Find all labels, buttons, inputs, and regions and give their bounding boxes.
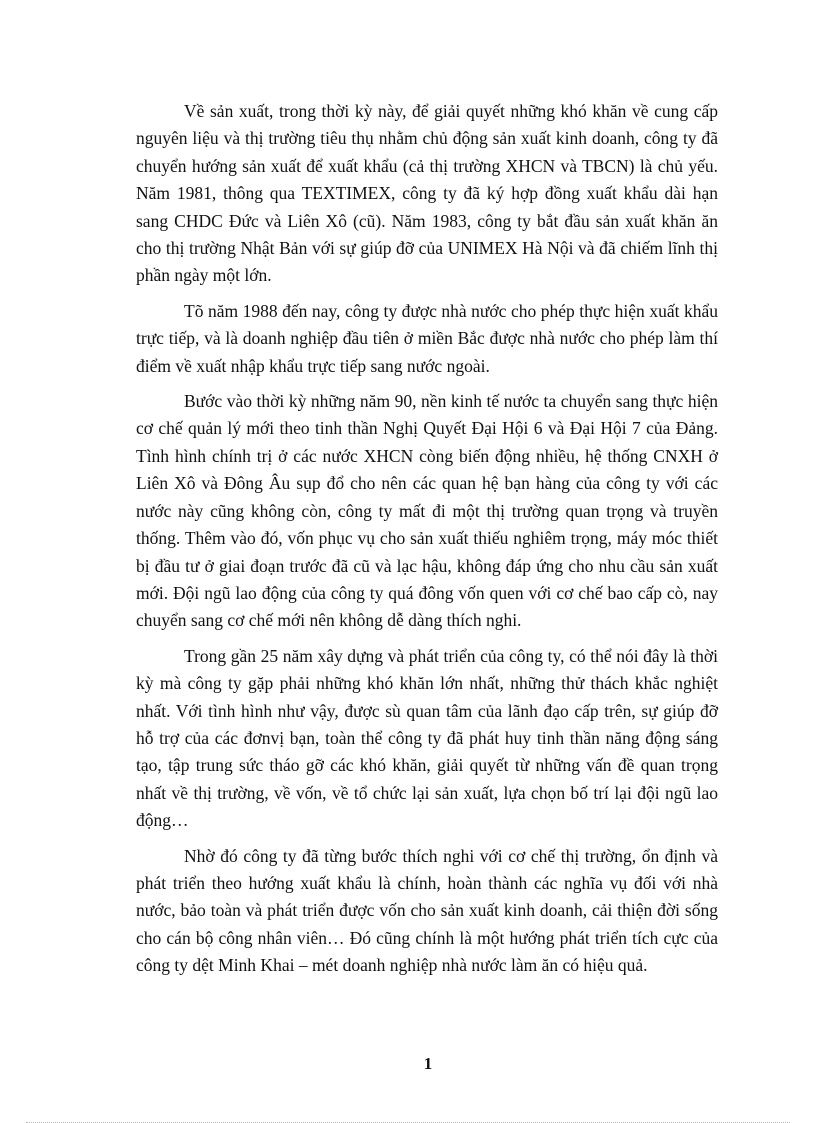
paragraph: Về sản xuất, trong thời kỳ này, để giải quyết những khó khăn về cung cấp nguyên liệu và thị trường tiêu thụ nhằm chủ động sản xuất kinh doanh, công ty đã chuyển hướng sản xuất để xuất khẩu (cả thị trường XHCN và TBCN) là chủ yếu. Năm 1981, thông qua TEXTIMEX, công ty đã ký hợp đồng xuất khẩu dài hạn sang CHDC Đức và Liên Xô (cũ). Năm 1983, công ty bắt đầu sản xuất khăn ăn cho thị trường Nhật Bản với sự giúp đỡ của UNIMEX Hà Nội và đã chiếm lĩnh thị phần ngày một lớn. [136,101,718,286]
paragraph: Trong gần 25 năm xây dựng và phát triển của công ty, có thể nói đây là thời kỳ mà công ty gặp phải những khó khăn lớn nhất, những thử thách khắc nghiệt nhất. Với tình hình như vậy, được sù quan tâm của lãnh đạo cấp trên, sự giúp đỡ hỗ trợ của các đơnvị bạn, toàn thể công ty đã phát huy tinh thần năng động sáng tạo, tập trung sức tháo gỡ các khó khăn, giải quyết từ những vấn đề quan trọng nhất về thị trường, về vốn, về tổ chức lại sản xuất, lựa chọn bố trí lại đội ngũ lao động… [136,645,718,831]
paragraph: Bước vào thời kỳ những năm 90, nền kinh tế nước ta chuyển sang thực hiện cơ chế quản lý mới theo tinh thần Nghị Quyết Đại Hội 6 và Đại Hội 7 của Đảng. Tình hình chính trị ở các nước XHCN còng biến động nhiều, hệ thống CNXH ở Liên Xô và Đông Âu sụp đổ cho nên các quan hệ bạn hàng của công ty với các nước này cũng không còn, công ty mất đi một thị trường quan trọng và truyền thống. Thêm vào đó, vốn phục vụ cho sản xuất thiếu nghiêm trọng, máy móc thiết bị đầu tư ở giai đoạn trước đã cũ và lạc hậu, không đáp ứng cho nhu cầu sản xuất mới. Đội ngũ lao động của công ty quá đông vốn quen với cơ chế bao cấp cò, nay chuyển sang cơ chế mới nên không dễ dàng thích nghi. [136,391,718,631]
paragraph: Nhờ đó công ty đã từng bước thích nghi với cơ chế thị trường, ổn định và phát triển theo hướng xuất khẩu là chính, hoàn thành các nghĩa vụ đối với nhà nước, bảo toàn và phát triển được vốn cho sản xuất kinh doanh, cải thiện đời sống cho cán bộ công nhân viên… Đó cũng chính là một hướng phát triển tích cực của công ty dệt Minh Khai – mét doanh nghiệp nhà nước làm ăn có hiệu quả. [136,845,718,976]
paragraph: Tõ năm 1988 đến nay, công ty được nhà nước cho phép thực hiện xuất khẩu trực tiếp, và là doanh nghiệp đầu tiên ở miền Bắc được nhà nước cho phép làm thí điểm về xuất nhập khẩu trực tiếp sang nước ngoài. [136,300,718,376]
page-number: 1 [423,1054,433,1073]
body-text [136,98,718,988]
